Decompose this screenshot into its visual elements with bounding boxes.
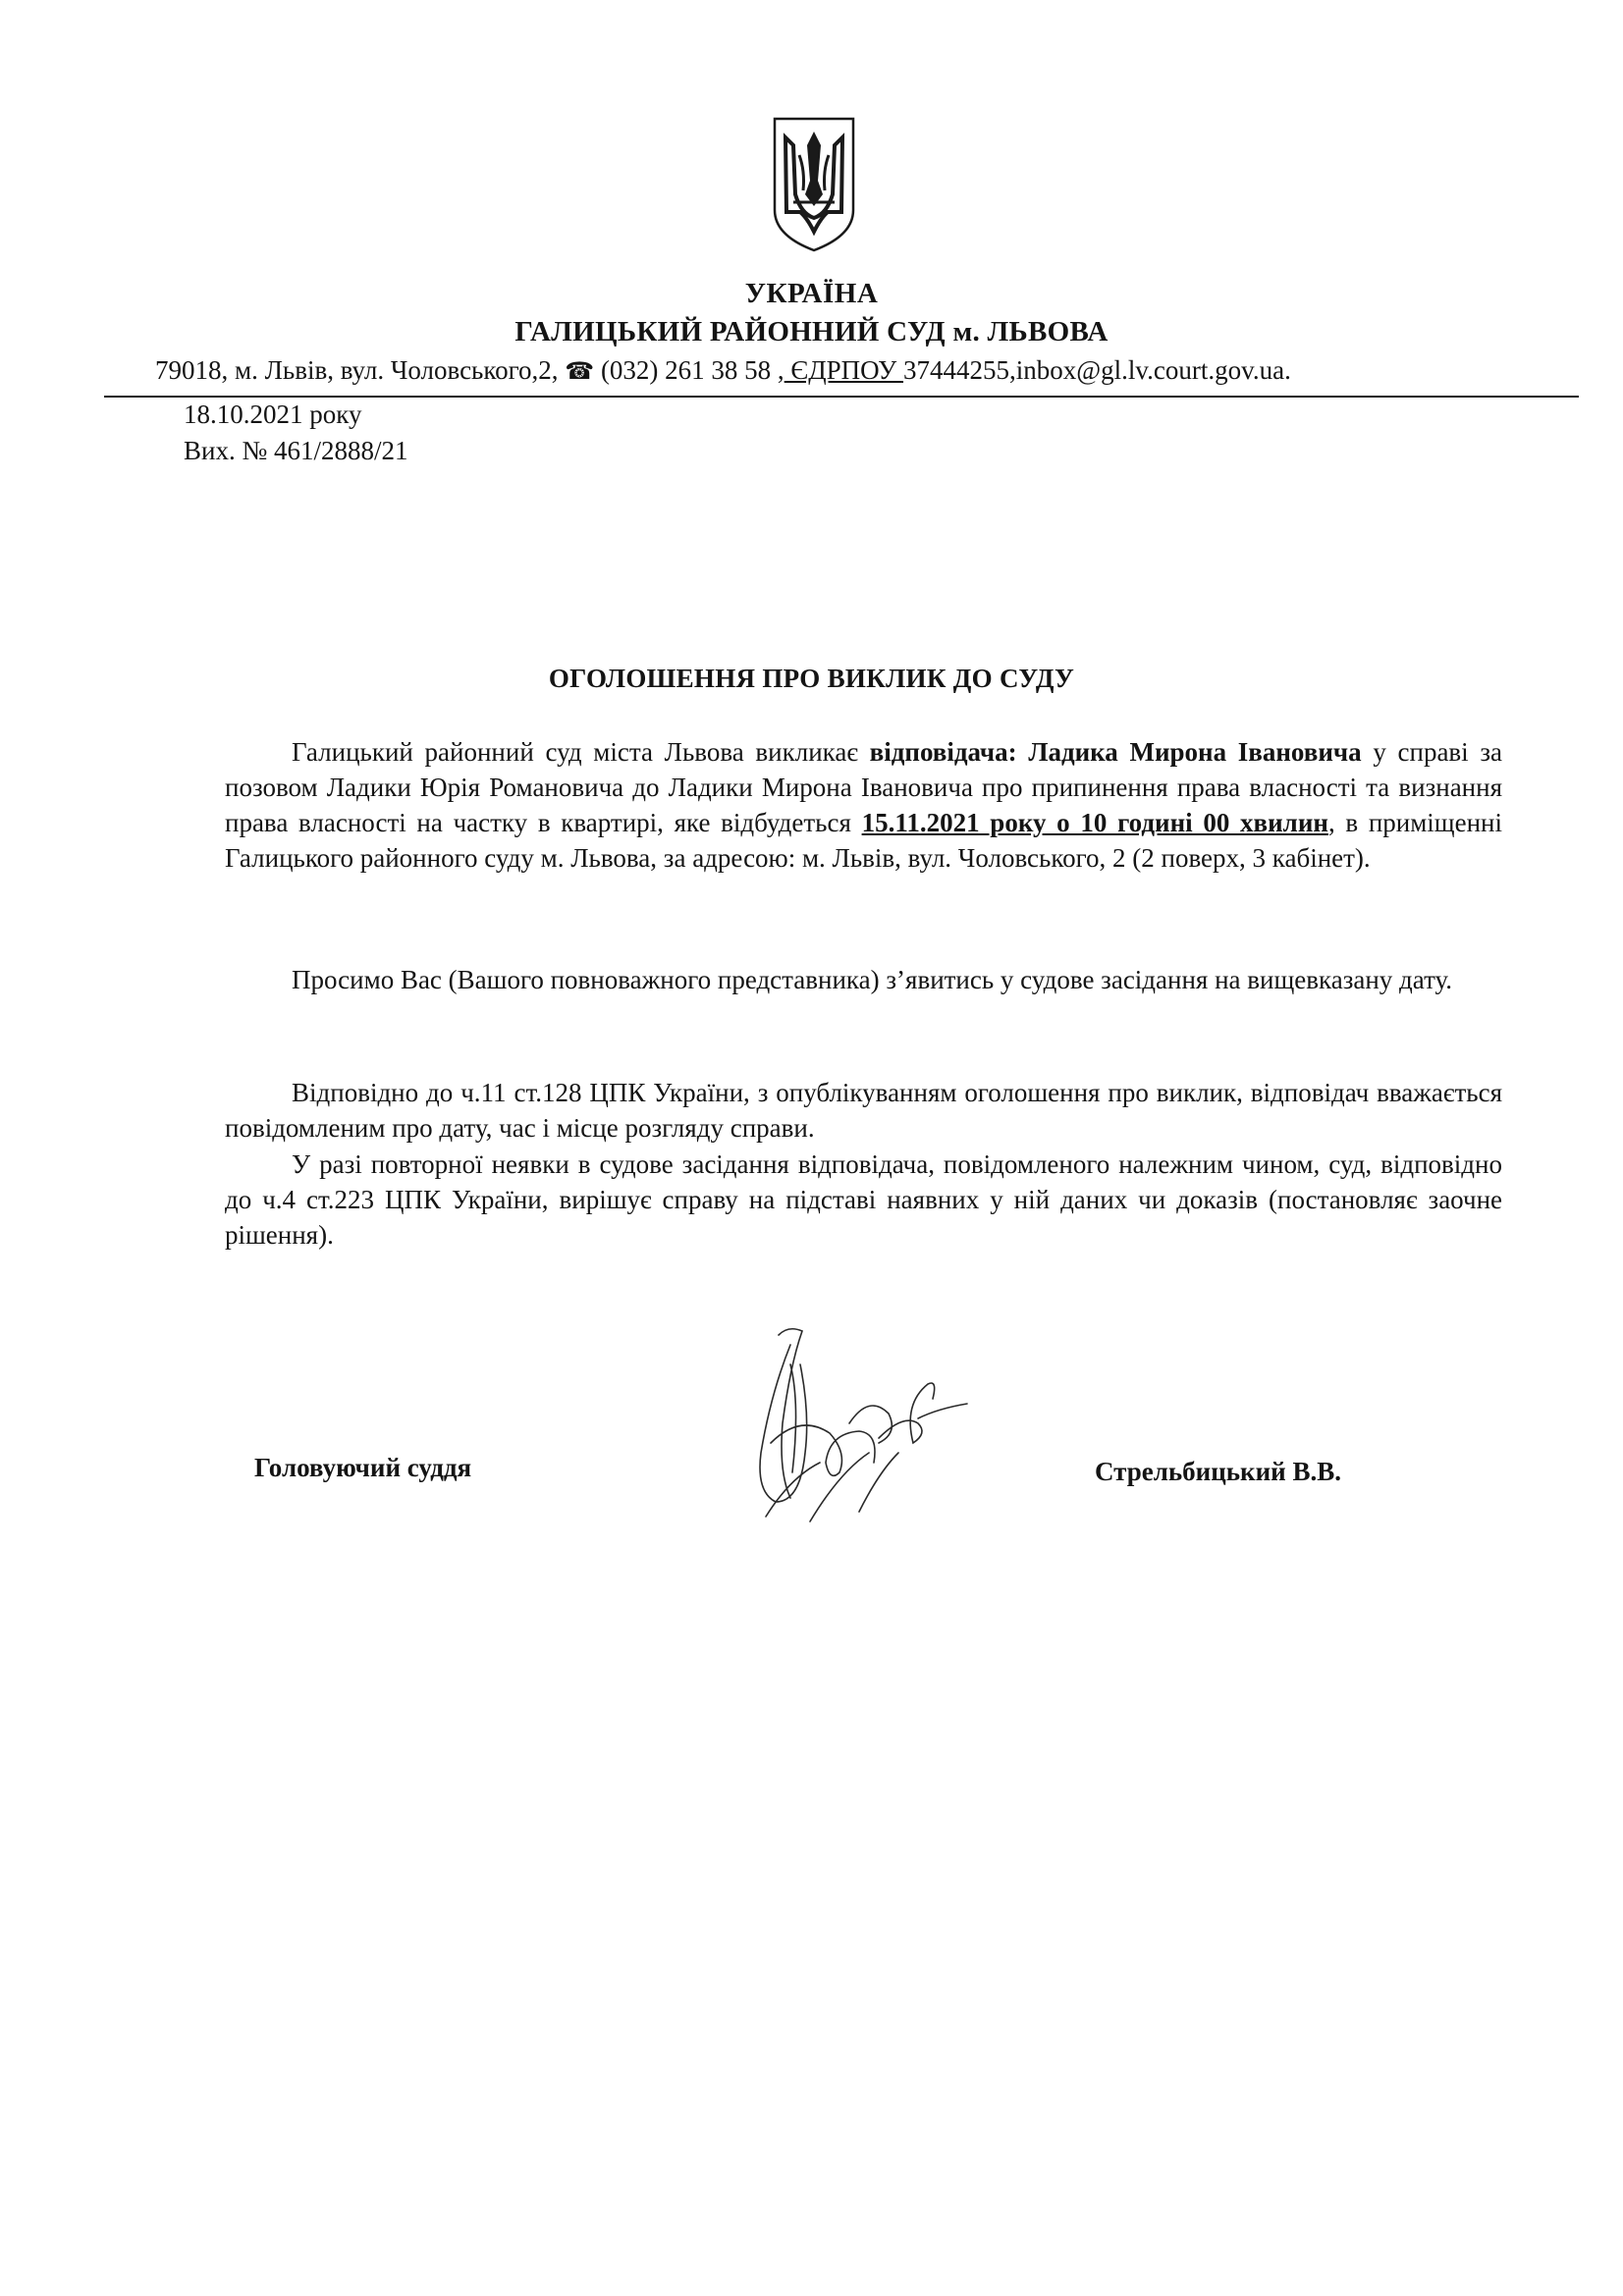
signature-role: Головуючий суддя: [254, 1453, 472, 1482]
edrpou-and-email: 37444255,inbox@gl.lv.court.gov.ua.: [903, 355, 1291, 385]
court-contacts: [155, 355, 1569, 386]
edrpou-label: ЄДРПОУ: [784, 355, 904, 385]
paragraph-request: Просимо Вас (Вашого повноважного представника) з’явитись у судове засідання на вищевказану дату.: [292, 965, 1453, 994]
document-title: ОГОЛОШЕННЯ ПРО ВИКЛИК ДО СУДУ: [548, 664, 1075, 693]
court-address: 79018, м. Львів, вул. Чоловського,2,: [155, 355, 559, 385]
telephone-icon: ☎: [565, 357, 595, 385]
outgoing-number: Вих. № 461/2888/21: [184, 436, 408, 465]
header-country: УКРАЇНА: [744, 278, 879, 309]
hearing-datetime: 15.11.2021 року о 10 годині 00 хвилин: [861, 808, 1328, 837]
paragraph-notice: Відповідно до ч.11 ст.128 ЦПК України, з опублікуванням оголошення про виклик, відповідач вважається повідомленим про дату, час і місце розгляду справи.: [225, 1078, 1502, 1143]
paragraph-summons: Галицький районний суд міста Львова викликає відповідача: Ладика Мирона Івановича у справі за позовом Ладики Юрія Романовича до Ладики Мирона Івановича про припинення права власності та визнання права власності на частку в квартирі, яке відбудеться 15.11.2021 року о 10 годині 00 хвилин, в приміщенні Галицького районного суду м. Львова, за адресою: м. Львів, вул. Чоловського, 2 (2 поверх, 3 кабінет).: [225, 737, 1503, 873]
document-date: 18.10.2021 року: [184, 400, 362, 429]
defendant-name: відповідача: Ладика Мирона Івановича: [869, 737, 1362, 767]
judge-name: Стрельбицький В.В.: [1095, 1457, 1341, 1486]
paragraph-default-judgment: У разі повторної неявки в судове засідання відповідача, повідомленого належним чином, суд, відповідно до ч.4 ст.223 ЦПК України, вирішує справу на підставі наявних у ній даних чи доказів (постановляє заочне рішення).: [225, 1149, 1502, 1250]
court-phone: (032) 261 38 58 ,: [600, 355, 784, 385]
header-court-name: ГАЛИЦЬКИЙ РАЙОННИЙ СУД м. ЛЬВОВА: [514, 316, 1109, 347]
header-divider: [104, 396, 1579, 398]
handwritten-signature: [731, 1306, 977, 1536]
coat-of-arms-icon: [772, 116, 856, 253]
